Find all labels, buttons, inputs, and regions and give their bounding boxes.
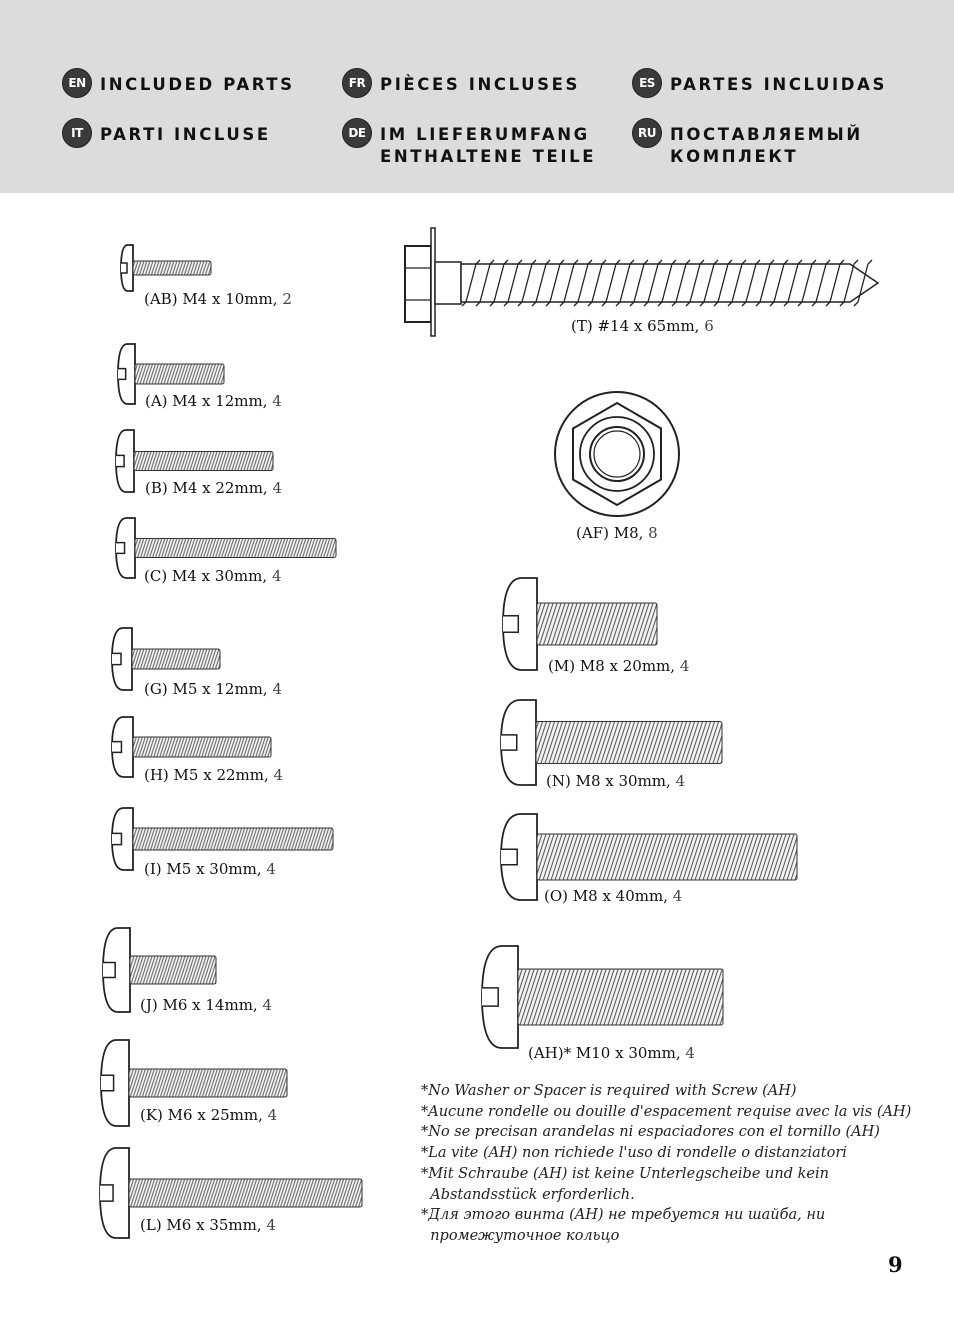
part-label-o: (O) M8 x 40mm, 4: [544, 887, 683, 905]
screw-ab-illustration: [121, 245, 211, 291]
es-flag-icon: ES: [632, 68, 662, 98]
note-line: *Для этого винта (AH) не требуется ни шайба, ни: [421, 1207, 826, 1224]
note-line: *Aucune rondelle ou douille d'espacement requise avec la vis (AH): [421, 1103, 912, 1120]
part-label-t: (T) #14 x 65mm, 6: [571, 317, 714, 335]
part-label-k: (K) M6 x 25mm, 4: [140, 1106, 278, 1124]
ru-flag-icon: RU: [632, 118, 662, 148]
note-line: промежуточное кольцо: [421, 1227, 620, 1244]
note-line: *No Washer or Spacer is required with Screw (AH): [421, 1083, 797, 1099]
part-label-g: (G) M5 x 12mm, 4: [144, 680, 282, 698]
lang-title-en: INCLUDED PARTS: [100, 75, 295, 94]
part-label-m: (M) M8 x 20mm, 4: [548, 657, 690, 675]
part-label-af: (AF) M8, 8: [576, 524, 658, 542]
fr-flag-icon: FR: [342, 68, 372, 98]
ah-notes: [421, 1081, 911, 1247]
part-label-j: (J) M6 x 14mm, 4: [140, 996, 273, 1014]
lang-title-it: PARTI INCLUSE: [100, 125, 271, 144]
part-label-b: (B) M4 x 22mm, 4: [145, 479, 283, 497]
part-label-n: (N) M8 x 30mm, 4: [546, 772, 686, 790]
note-line: *Mit Schraube (AH) ist keine Unterlegscheibe und kein: [421, 1165, 829, 1182]
part-label-a: (A) M4 x 12mm, 4: [145, 392, 282, 410]
note-line: *No se precisan arandelas ni espaciadores con el tornillo (AH): [421, 1124, 880, 1141]
part-label-l: (L) M6 x 35mm, 4: [140, 1216, 276, 1234]
page-number: 9: [888, 1252, 903, 1277]
de-flag-icon: DE: [342, 118, 372, 148]
en-flag-icon: EN: [62, 68, 92, 98]
lang-title-fr: PIÈCES INCLUSES: [380, 75, 580, 94]
note-line: Abstandsstück erforderlich.: [421, 1186, 635, 1203]
lang-title-ru: ПОСТАВЛЯЕМЫЙ КОМПЛЕКТ: [670, 125, 863, 166]
it-flag-icon: IT: [62, 118, 92, 148]
part-label-h: (H) M5 x 22mm, 4: [144, 766, 284, 784]
screw-ah-illustration: [482, 946, 723, 1048]
lang-title-es: PARTES INCLUIDAS: [670, 75, 887, 94]
part-label-i: (I) M5 x 30mm, 4: [144, 860, 276, 878]
part-label-ah: (AH)* M10 x 30mm, 4: [528, 1044, 695, 1062]
part-label-c: (C) M4 x 30mm, 4: [144, 567, 282, 585]
lang-title-de: IM LIEFERUMFANG ENTHALTENE TEILE: [380, 125, 597, 166]
note-line: *La vite (AH) non richiede l'uso di rondelle o distanziatori: [421, 1145, 847, 1162]
part-label-ab: (AB) M4 x 10mm, 2: [144, 290, 292, 308]
nut-af-illustration: [555, 392, 679, 516]
